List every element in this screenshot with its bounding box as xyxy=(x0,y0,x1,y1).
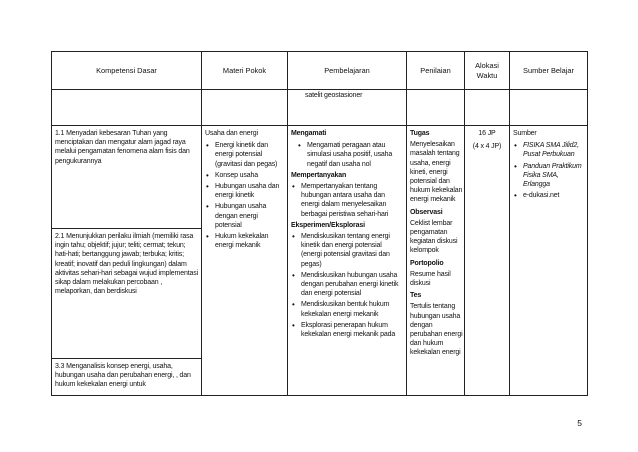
eksperimen-heading: Eksperimen/Eksplorasi xyxy=(291,221,365,229)
observasi-text: Ceklist lembar pengamatan kegiatan diskusi kelompok xyxy=(410,219,458,255)
list-item: • e-dukasi.net xyxy=(513,191,585,200)
list-item: • Hukum kekekalan energi mekanik xyxy=(205,232,286,250)
kd-separator-2 xyxy=(51,358,201,359)
header-sumber-belajar xyxy=(510,52,587,89)
list-item: • Hubungan usaha dengan energi potensial xyxy=(205,202,286,230)
sumber-title: Sumber xyxy=(513,130,537,137)
sumber-belajar-cell xyxy=(513,129,585,202)
kd-1-1-text: 1.1 Menyadari kebesaran Tuhan yang menciptakan dan mengatur alam jagad raya melalui pengamatan fenomena alam fisis dan pengukurannya xyxy=(55,130,190,165)
kd-3-3 xyxy=(55,362,198,390)
observasi-heading: Observasi xyxy=(410,208,443,216)
alokasi-detail: (4 x 4 JP) xyxy=(472,143,502,151)
list-item: • Mendiskusikan tentang energi kinetik dan energi potensial (energi potensial gravitasi dan pegas) xyxy=(291,232,404,269)
list-item: • Mempertanyakan tentang hubungan antara usaha dan energi dalam menyelesaikan berbagai peristiwa sehari-hari xyxy=(291,182,404,219)
col-divider-1 xyxy=(201,51,202,396)
list-item: • Panduan Praktikum Fisika SMA, Erlangga xyxy=(513,162,585,190)
portopolio-text: Resume hasil diskusi xyxy=(410,270,451,288)
penilaian-cell xyxy=(410,129,463,358)
tes-text: Tertulis tentang hubungan usaha dengan perubahan energi dan hukum kekekalan energi xyxy=(410,303,463,357)
header-sumber-belajar-label: Sumber Belajar xyxy=(523,65,574,75)
header-alokasi-waktu xyxy=(467,52,507,89)
list-item: • Mendiskusikan bentuk hukum kekekalan energi mekanik xyxy=(291,300,404,318)
kd-2-1 xyxy=(55,232,198,296)
portopolio-heading: Portopolio xyxy=(410,259,444,267)
syllabus-table xyxy=(51,51,588,396)
materi-pokok-cell xyxy=(205,129,286,252)
tugas-text: Menyelesaikan masalah tentang usaha, energi kineti, energi potensial dan hukum kekekalan energi mekanik xyxy=(410,141,463,204)
table-border-bottom xyxy=(51,395,588,396)
materi-title: Usaha dan energi xyxy=(205,130,258,137)
header-kompetensi-dasar xyxy=(52,52,201,89)
table-border-right xyxy=(587,51,588,396)
mengamati-list xyxy=(291,141,404,169)
col-divider-2 xyxy=(287,51,288,396)
alokasi-waktu-cell xyxy=(465,129,509,151)
mempertanyakan-list xyxy=(291,182,404,219)
header-penilaian-label: Penilaian xyxy=(420,65,451,75)
pembelajaran-continuation xyxy=(305,91,405,100)
list-item: • Mendiskusikan hubungan usaha dengan perubahan energi kinetik dan energi potensial xyxy=(291,271,404,299)
page-number: 5 xyxy=(577,418,582,428)
kd-3-3-text: 3.3 Menganalisis konsep energi, usaha, hubungan usaha dan perubahan energi, , dan hukum kekekalan energi untuk xyxy=(55,363,191,389)
tes-heading: Tes xyxy=(410,292,422,300)
header-pembelajaran-label: Pembelajaran xyxy=(324,65,370,75)
list-item: • Mengamati peragaan atau simulasi usaha positif, usaha negatif dan usaha nol xyxy=(297,141,404,169)
list-item: • Konsep usaha xyxy=(205,171,286,180)
col-divider-4 xyxy=(464,51,465,396)
mengamati-heading: Mengamati xyxy=(291,130,327,137)
list-item: • Hubungan usaha dan energi kinetik xyxy=(205,182,286,200)
header-penilaian xyxy=(407,52,464,89)
table-border-left xyxy=(51,51,52,396)
top-row-separator xyxy=(51,125,588,126)
eksperimen-list xyxy=(291,232,404,339)
col-divider-5 xyxy=(509,51,510,396)
alokasi-jp: 16 JP xyxy=(478,130,496,137)
header-materi-pokok-label: Materi Pokok xyxy=(222,65,267,75)
header-kompetensi-dasar-label: Kompetensi Dasar xyxy=(96,65,157,75)
header-materi-pokok xyxy=(202,52,287,89)
list-item: • Energi kinetik dan energi potensial (gravitasi dan pegas) xyxy=(205,141,286,169)
kd-1-1 xyxy=(55,129,198,166)
list-item: • FISIKA SMA Jilid2, Pusat Perbukuan xyxy=(513,141,585,159)
tugas-heading: Tugas xyxy=(410,130,430,137)
header-pembelajaran xyxy=(288,52,406,89)
list-item: • Eksplorasi penerapan hukum kekekalan energi mekanik pada xyxy=(291,321,404,339)
pembelajaran-cell xyxy=(291,129,404,341)
header-separator xyxy=(51,89,588,90)
materi-list xyxy=(205,141,286,250)
kd-2-1-text: 2.1 Menunjukkan perilaku ilmiah (memiliki rasa ingin tahu; objektif; jujur; teliti; cermat; tekun; hati-hati; bertanggung jawab; terbuka; kritis; kreatif; inovatif dan peduli lingkungan) dalam aktivitas sehari-hari sebagai wujud implementasi sikap dalam melakukan percobaan , melaporkan, dan berdiskusi xyxy=(55,233,198,296)
continuation-text: satelit geostasioner xyxy=(305,92,363,99)
sumber-list xyxy=(513,141,585,200)
header-alokasi-waktu-label: Alokasi Waktu xyxy=(475,60,499,80)
mempertanyakan-heading: Mempertanyakan xyxy=(291,171,347,179)
col-divider-3 xyxy=(406,51,407,396)
kd-separator-1 xyxy=(51,228,201,229)
